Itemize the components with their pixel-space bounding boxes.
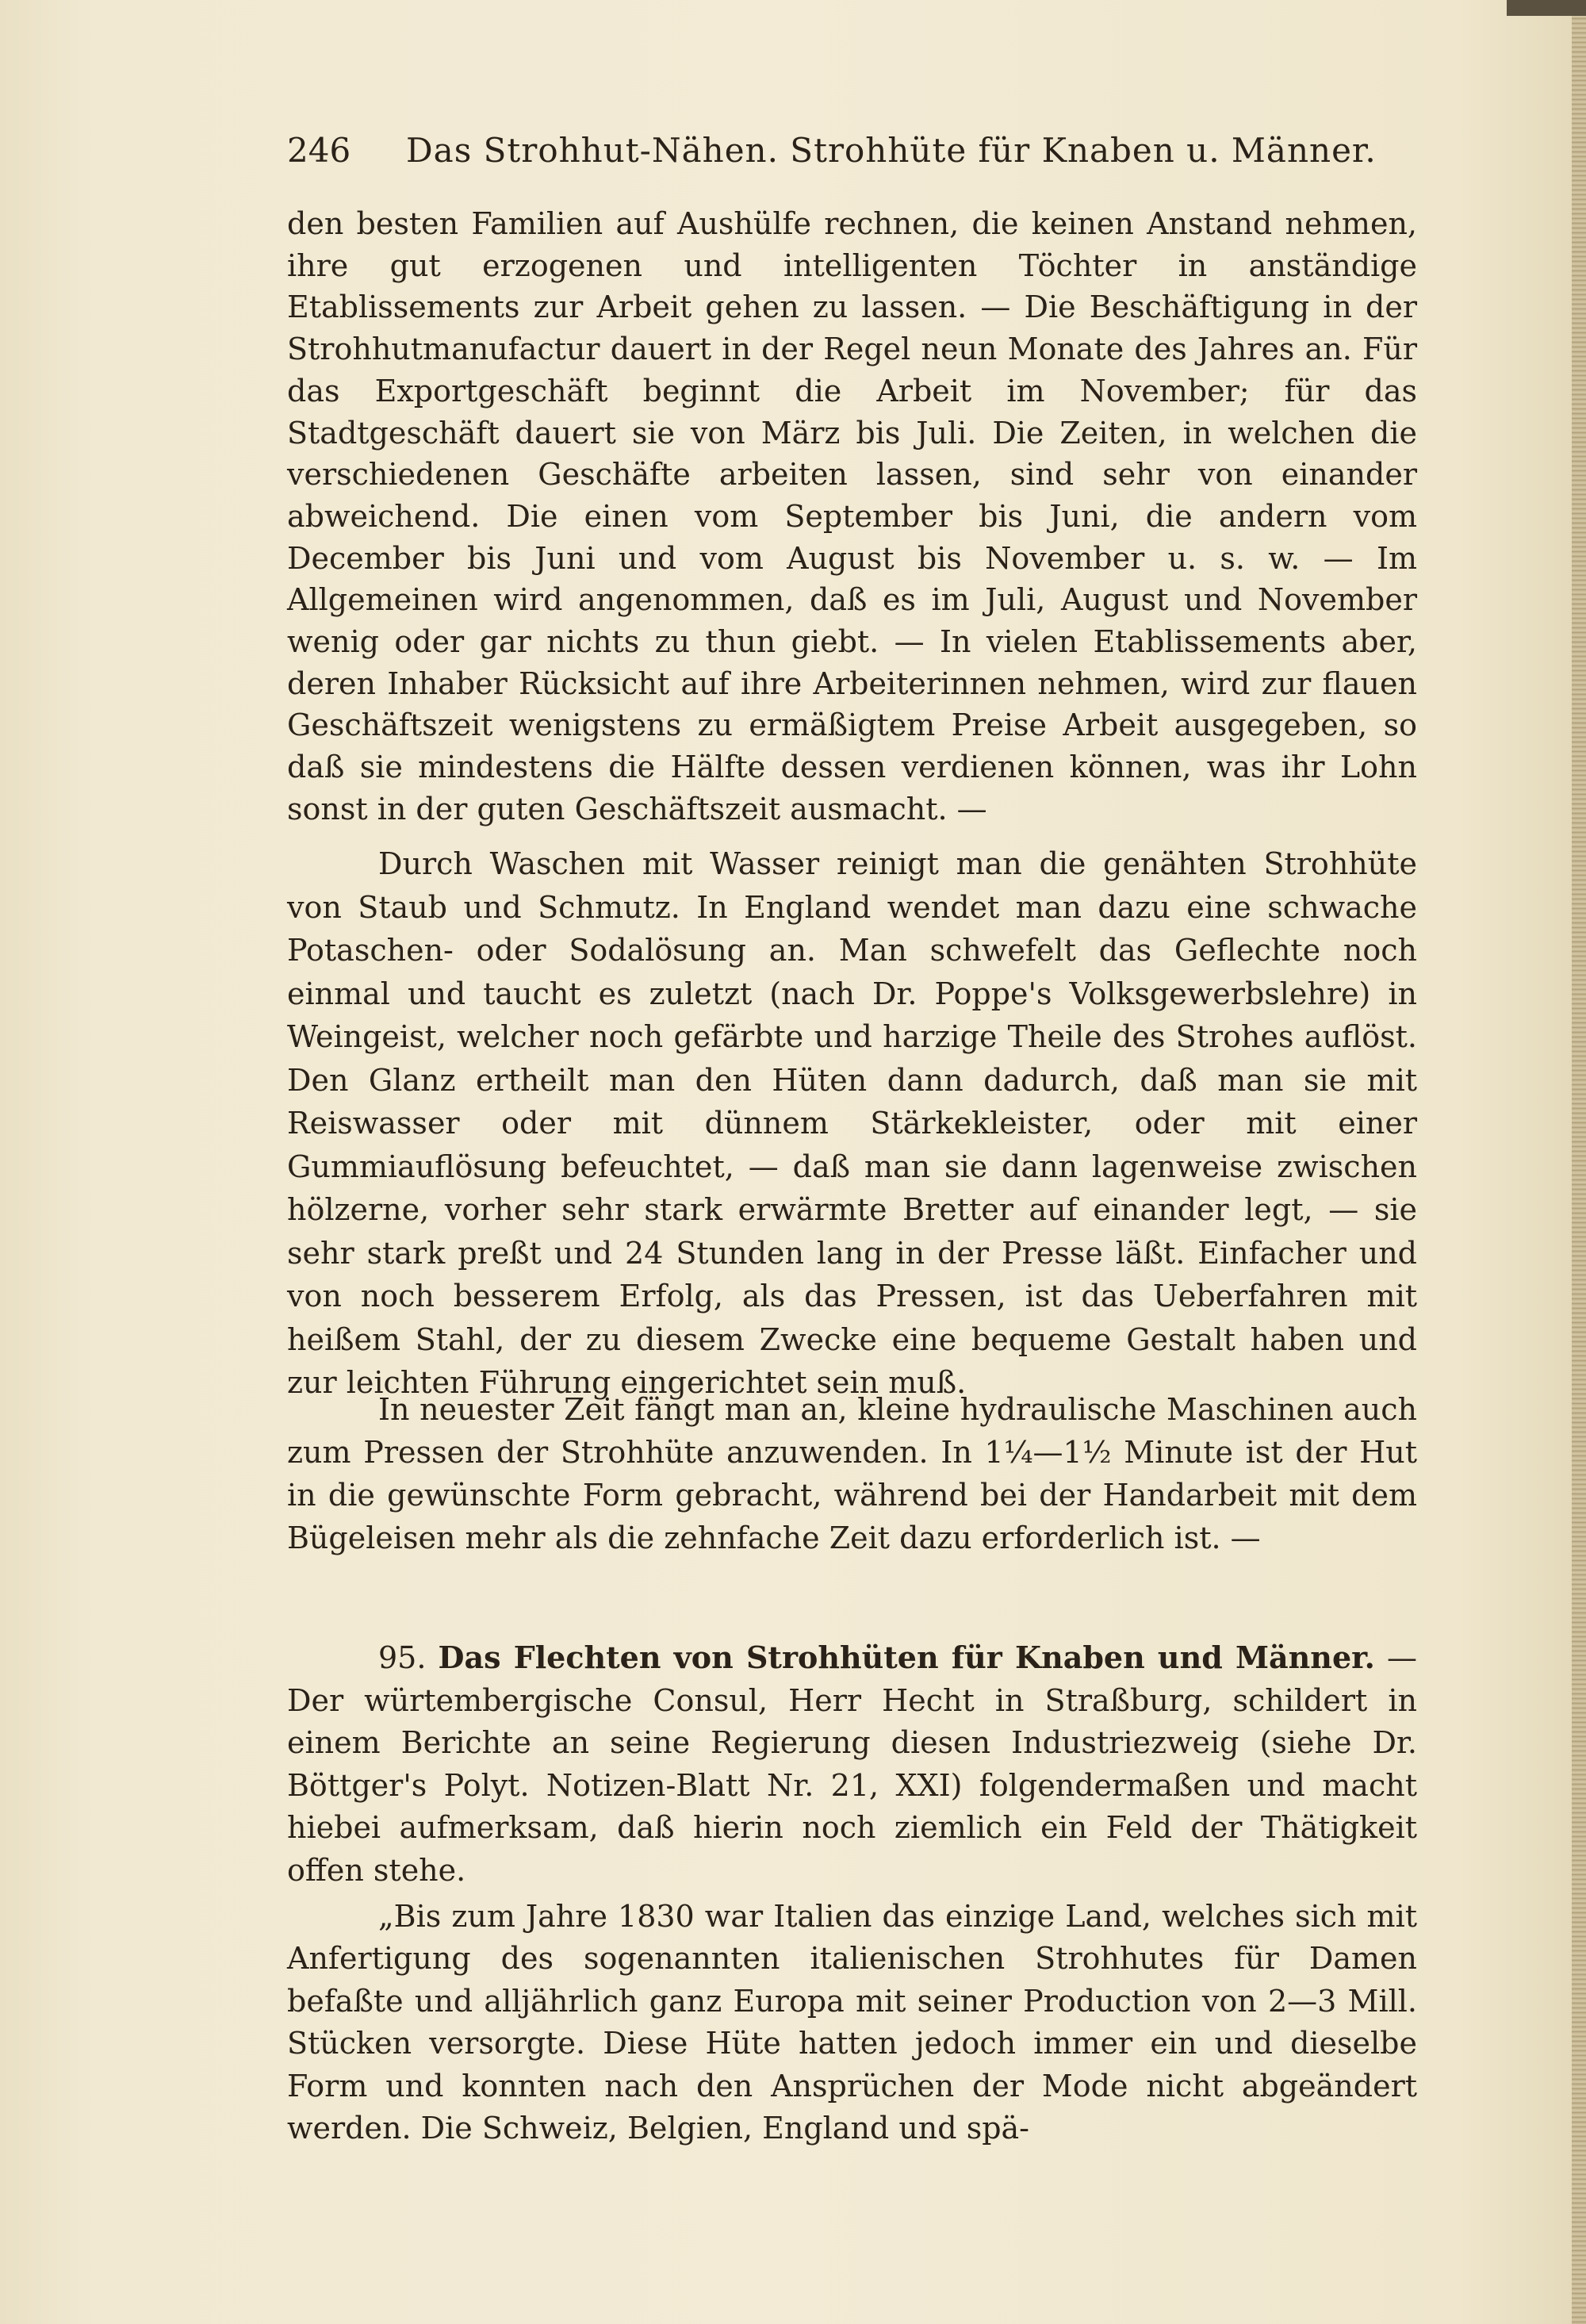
- paragraph-text: Durch Waschen mit Wasser reinigt man die genähten Strohhüte von Staub und Schmutz. In England wendet man dazu eine schwache Potaschen- oder Sodalösung an. Man schwefelt das Geflechte noch einmal und taucht es zuletzt (nach Dr. Poppe's Volksgewerbslehre) in Weingeist, welcher noch gefärbte und harzige Theile des Strohes auflöst. Den Glanz ertheilt man den Hüten dann dadurch, daß man sie mit Reiswasser oder mit dünnem Stärkekleister, oder mit einer Gummiauflösung befeuchtet, — daß man sie dann lagenweise zwischen hölzerne, vorher sehr stark erwärmte Bretter auf einander legt, — sie sehr stark preßt und 24 Stunden lang in der Presse läßt. Einfacher und von noch besserem Erfolg, als das Pressen, ist das Ueberfahren mit heißem Stahl, der zu diesem Zwecke eine bequeme Gestalt haben und zur leichten Führung eingerichtet sein muß.: [287, 846, 1417, 1400]
- quote-paragraph: [287, 1896, 1417, 2150]
- scan-border: [1507, 0, 1586, 16]
- paragraph-text: In neuester Zeit fängt man an, kleine hydraulische Maschinen auch zum Pressen der Strohhüte anzuwenden. In 1¼—1½ Minute ist der Hut in die gewünschte Form gebracht, während bei der Handarbeit mit dem Bügeleisen mehr als die zehnfache Zeit dazu erforderlich ist. —: [287, 1392, 1417, 1555]
- section-number: 95.: [378, 1640, 427, 1675]
- section-paragraph: [287, 1636, 1417, 1893]
- section-body: — Der würtembergische Consul, Herr Hecht in Straßburg, schildert in einem Berichte an seine Regierung diesen Industriezweig (siehe Dr. Böttger's Polyt. Notizen-Blatt Nr. 21, XXI) folgendermaßen und macht hiebei aufmerksam, daß hierin noch ziemlich ein Feld der Thätigkeit offen stehe.: [287, 1640, 1417, 1888]
- paragraph-1: [287, 203, 1417, 830]
- page-header: [287, 127, 1417, 174]
- section-95: [287, 1636, 1417, 1893]
- paragraph-text: den besten Familien auf Aushülfe rechnen, die keinen Anstand nehmen, ihre gut erzogenen und intelligenten Töchter in anständige Etablissements zur Arbeit gehen zu lassen. — Die Beschäftigung in der Strohhutmanufactur dauert in der Regel neun Monate des Jahres an. Für das Exportgeschäft beginnt die Arbeit im November; für das Stadtgeschäft dauert sie von März bis Juli. Die Zeiten, in welchen die verschiedenen Geschäfte arbeiten lassen, sind sehr von einander abweichend. Die einen vom September bis Juni, die andern vom December bis Juni und vom August bis November u. s. w. — Im Allgemeinen wird angenommen, daß es im Juli, August und November wenig oder gar nichts zu thun giebt. — In vielen Etablissements aber, deren Inhaber Rücksicht auf ihre Arbeiterinnen nehmen, wird zur flauen Geschäftszeit wenigstens zu ermäßigtem Preise Arbeit ausgegeben, so daß sie mindestens die Hälfte dessen verdienen können, was ihr Lohn sonst in der guten Geschäftszeit ausmacht. —: [287, 206, 1417, 826]
- section-heading: Das Flechten von Strohhüten für Knaben und Männer.: [438, 1639, 1375, 1675]
- paragraph-3: [287, 1388, 1417, 1559]
- page-edge: [1572, 0, 1586, 2324]
- running-title: Das Strohhut-Nähen. Strohhüte für Knaben u. Männer.: [406, 131, 1377, 170]
- page-number: 246: [287, 131, 351, 170]
- paragraph-2: [287, 842, 1417, 1405]
- quote-text: „Bis zum Jahre 1830 war Italien das einzige Land, welches sich mit Anfertigung des sogenannten italienischen Strohhutes für Damen befaßte und alljährlich ganz Europa mit seiner Production von 2—3 Mill. Stücken versorgte. Diese Hüte hatten jedoch immer ein und dieselbe Form und konnten nach den Ansprüchen der Mode nicht abgeändert werden. Die Schweiz, Belgien, England und spä-: [287, 1899, 1417, 2146]
